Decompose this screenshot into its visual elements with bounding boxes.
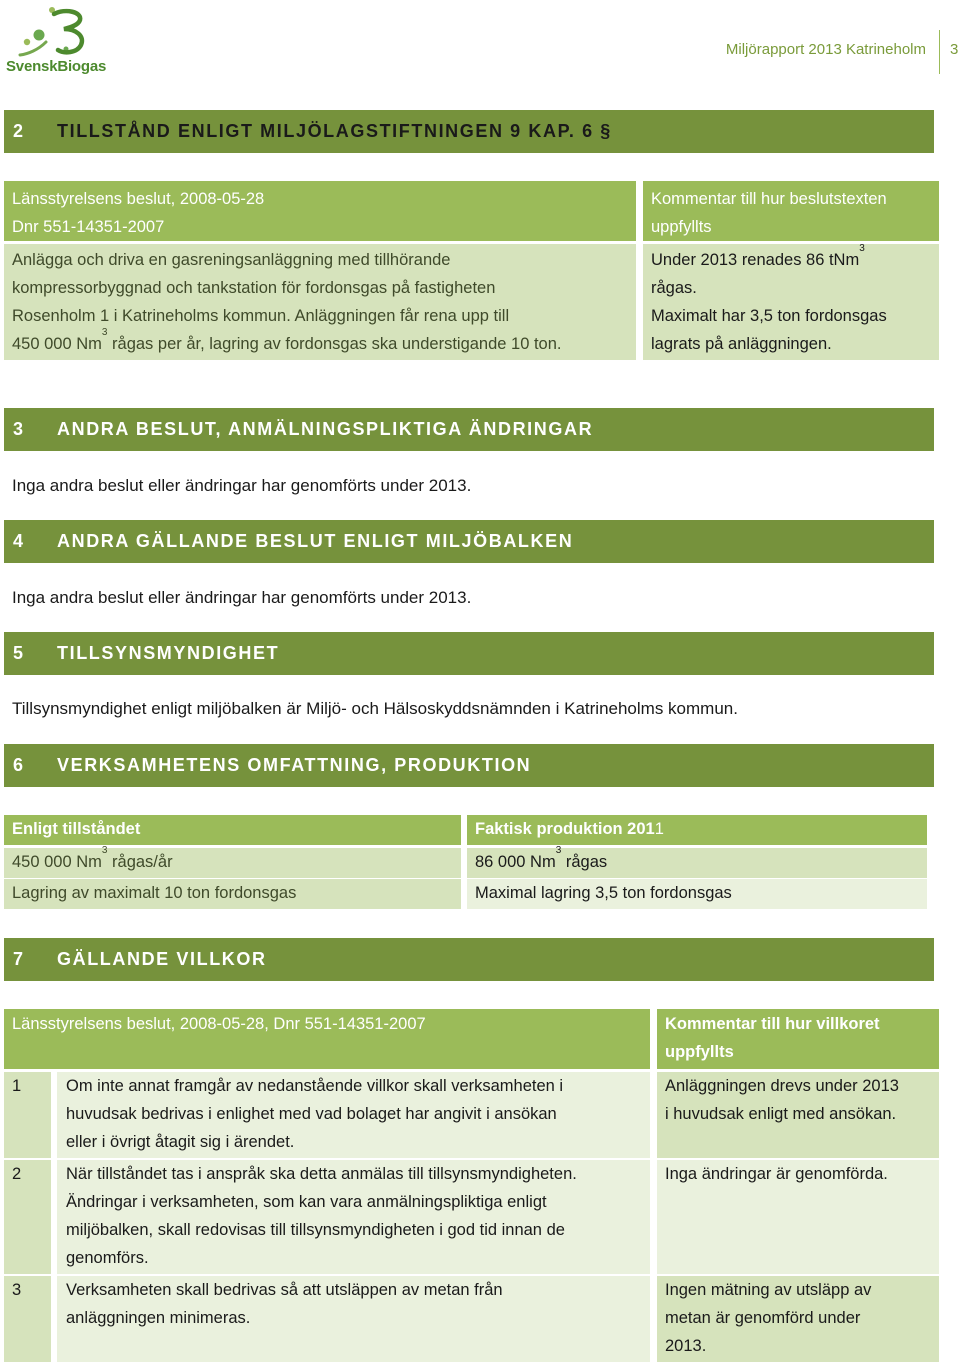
actual-volume: 86 000 Nm xyxy=(475,853,556,871)
condition-line: Om inte annat framgår av nedanstående villkor skall verksamheten i xyxy=(66,1077,564,1095)
superscript: 3 xyxy=(555,845,562,856)
section-number: 4 xyxy=(13,531,25,551)
condition-line: genomförs. xyxy=(66,1249,149,1267)
production-col2-header xyxy=(467,815,927,845)
conditions-header-cell: Länsstyrelsens beslut, 2008-05-28, Dnr 551-14351-2007 xyxy=(4,1009,650,1069)
comment-line: i huvudsak enligt med ansökan. xyxy=(665,1105,897,1123)
condition-number-cell: 3 xyxy=(4,1276,51,1362)
section-5-heading xyxy=(4,632,934,675)
section-4-text: Inga andra beslut eller ändringar har genomförts under 2013. xyxy=(12,588,472,607)
comment-text-cell xyxy=(643,244,939,360)
permit-header-cell xyxy=(4,181,636,241)
permit-header-line: Länsstyrelsens beslut, 2008-05-28 xyxy=(12,190,265,208)
conditions-comment-header xyxy=(657,1009,939,1069)
production-col1-header: Enligt tillståndet xyxy=(4,815,461,845)
section-number: 2 xyxy=(13,121,25,141)
comment-line: Inga ändringar är genomförda. xyxy=(665,1165,888,1183)
permit-header-line: Dnr 551-14351-2007 xyxy=(12,218,165,236)
condition-comment-cell xyxy=(657,1276,939,1362)
section-title: TILLSTÅND ENLIGT MILJÖLAGSTIFTNINGEN 9 KAP. 6 § xyxy=(57,121,612,141)
comment-line: Anläggningen drevs under 2013 xyxy=(665,1077,899,1095)
section-6-heading xyxy=(4,744,934,787)
superscript: 3 xyxy=(859,243,865,254)
condition-comment-cell xyxy=(657,1160,939,1274)
comment-header-line: uppfyllts xyxy=(665,1043,734,1061)
header-divider xyxy=(939,30,940,74)
permit-text-cell xyxy=(4,244,636,360)
section-3-heading xyxy=(4,408,934,451)
section-number: 6 xyxy=(13,755,25,775)
condition-line: Verksamheten skall bedrivas så att utsläppen av metan från xyxy=(66,1281,503,1299)
permitted-volume-unit: rågas/år xyxy=(107,853,173,871)
section-number: 7 xyxy=(13,949,25,969)
permit-volume: 450 000 Nm xyxy=(12,335,102,353)
section-5-text: Tillsynsmyndighet enligt miljöbalken är Miljö- och Hälsoskyddsnämnden i Katrineholms kommun. xyxy=(12,699,738,718)
page-number: 3 xyxy=(950,41,959,58)
production-year-label: Faktisk produktion 201 xyxy=(475,820,655,838)
section-title: GÄLLANDE VILLKOR xyxy=(57,949,267,969)
production-cell xyxy=(4,845,461,878)
condition-number-cell: 2 xyxy=(4,1160,51,1274)
comment-header-cell xyxy=(643,181,939,241)
condition-line: anläggningen minimeras. xyxy=(66,1309,251,1327)
section-title: ANDRA GÄLLANDE BESLUT ENLIGT MILJÖBALKEN xyxy=(57,531,574,551)
permit-text-line: Rosenholm 1 i Katrineholms kommun. Anläggningen får rena upp till xyxy=(12,307,510,325)
section-title: TILLSYNSMYNDIGHET xyxy=(57,643,280,663)
superscript: 3 xyxy=(101,845,108,856)
comment-text-line: lagrats på anläggningen. xyxy=(651,335,832,353)
permitted-volume: 450 000 Nm xyxy=(12,853,102,871)
condition-text-cell xyxy=(57,1072,650,1158)
comment-text-line: Maximalt har 3,5 ton fordonsgas xyxy=(651,307,887,325)
section-3-text: Inga andra beslut eller ändringar har genomförts under 2013. xyxy=(12,476,472,495)
comment-header-line: Kommentar till hur beslutstexten xyxy=(651,190,887,208)
permit-text-line: Anlägga och driva en gasreningsanläggning med tillhörande xyxy=(12,251,451,269)
condition-number-cell: 1 xyxy=(4,1072,51,1158)
section-7-heading xyxy=(4,938,934,981)
production-cell xyxy=(467,845,927,878)
condition-comment-cell xyxy=(657,1072,939,1158)
condition-line: När tillståndet tas i anspråk ska detta anmälas till tillsynsmyndigheten. xyxy=(66,1165,577,1183)
section-4-heading xyxy=(4,520,934,563)
comment-text-line: rågas. xyxy=(651,279,697,297)
comment-volume: Under 2013 renades 86 tNm xyxy=(651,251,860,269)
section-title: ANDRA BESLUT, ANMÄLNINGSPLIKTIGA ÄNDRINGAR xyxy=(57,419,594,439)
condition-line: huvudsak bedrivas i enlighet med vad bolaget har angivit i ansökan xyxy=(66,1105,557,1123)
section-2-heading xyxy=(4,110,934,153)
logo-text: SvenskBiogas xyxy=(6,58,107,75)
comment-line: Ingen mätning av utsläpp av xyxy=(665,1281,872,1299)
comment-header-line: Kommentar till hur villkoret xyxy=(665,1015,880,1033)
condition-line: eller i övrigt åtagit sig i ärendet. xyxy=(66,1133,295,1151)
permit-text-line: kompressorbyggnad och tankstation för fordonsgas på fastigheten xyxy=(12,279,496,297)
comment-line: 2013. xyxy=(665,1337,707,1355)
condition-line: miljöbalken, skall redovisas till tillsynsmyndigheten i god tid innan de xyxy=(66,1221,565,1239)
permit-text-line xyxy=(12,327,636,358)
actual-volume-unit: rågas xyxy=(561,853,608,871)
production-cell: Lagring av maximalt 10 ton fordonsgas xyxy=(4,879,461,909)
section-number: 3 xyxy=(13,419,25,439)
superscript: 3 xyxy=(101,327,108,338)
condition-text-cell xyxy=(57,1160,650,1274)
permit-volume-rest: rågas per år, lagring av fordonsgas ska understigande 10 ton. xyxy=(107,335,562,353)
comment-header-line: uppfyllts xyxy=(651,218,712,236)
production-cell: Maximal lagring 3,5 ton fordonsgas xyxy=(467,879,927,909)
section-number: 5 xyxy=(13,643,25,663)
production-year-suffix: 1 xyxy=(654,820,664,838)
comment-line: metan är genomförd under xyxy=(665,1309,861,1327)
condition-text-cell xyxy=(57,1276,650,1362)
section-title: VERKSAMHETENS OMFATTNING, PRODUKTION xyxy=(57,755,532,775)
comment-text-line xyxy=(651,243,939,274)
condition-line: Ändringar i verksamheten, som kan vara anmälningspliktiga enligt xyxy=(66,1193,547,1211)
header-title: Miljörapport 2013 Katrineholm xyxy=(725,41,926,58)
